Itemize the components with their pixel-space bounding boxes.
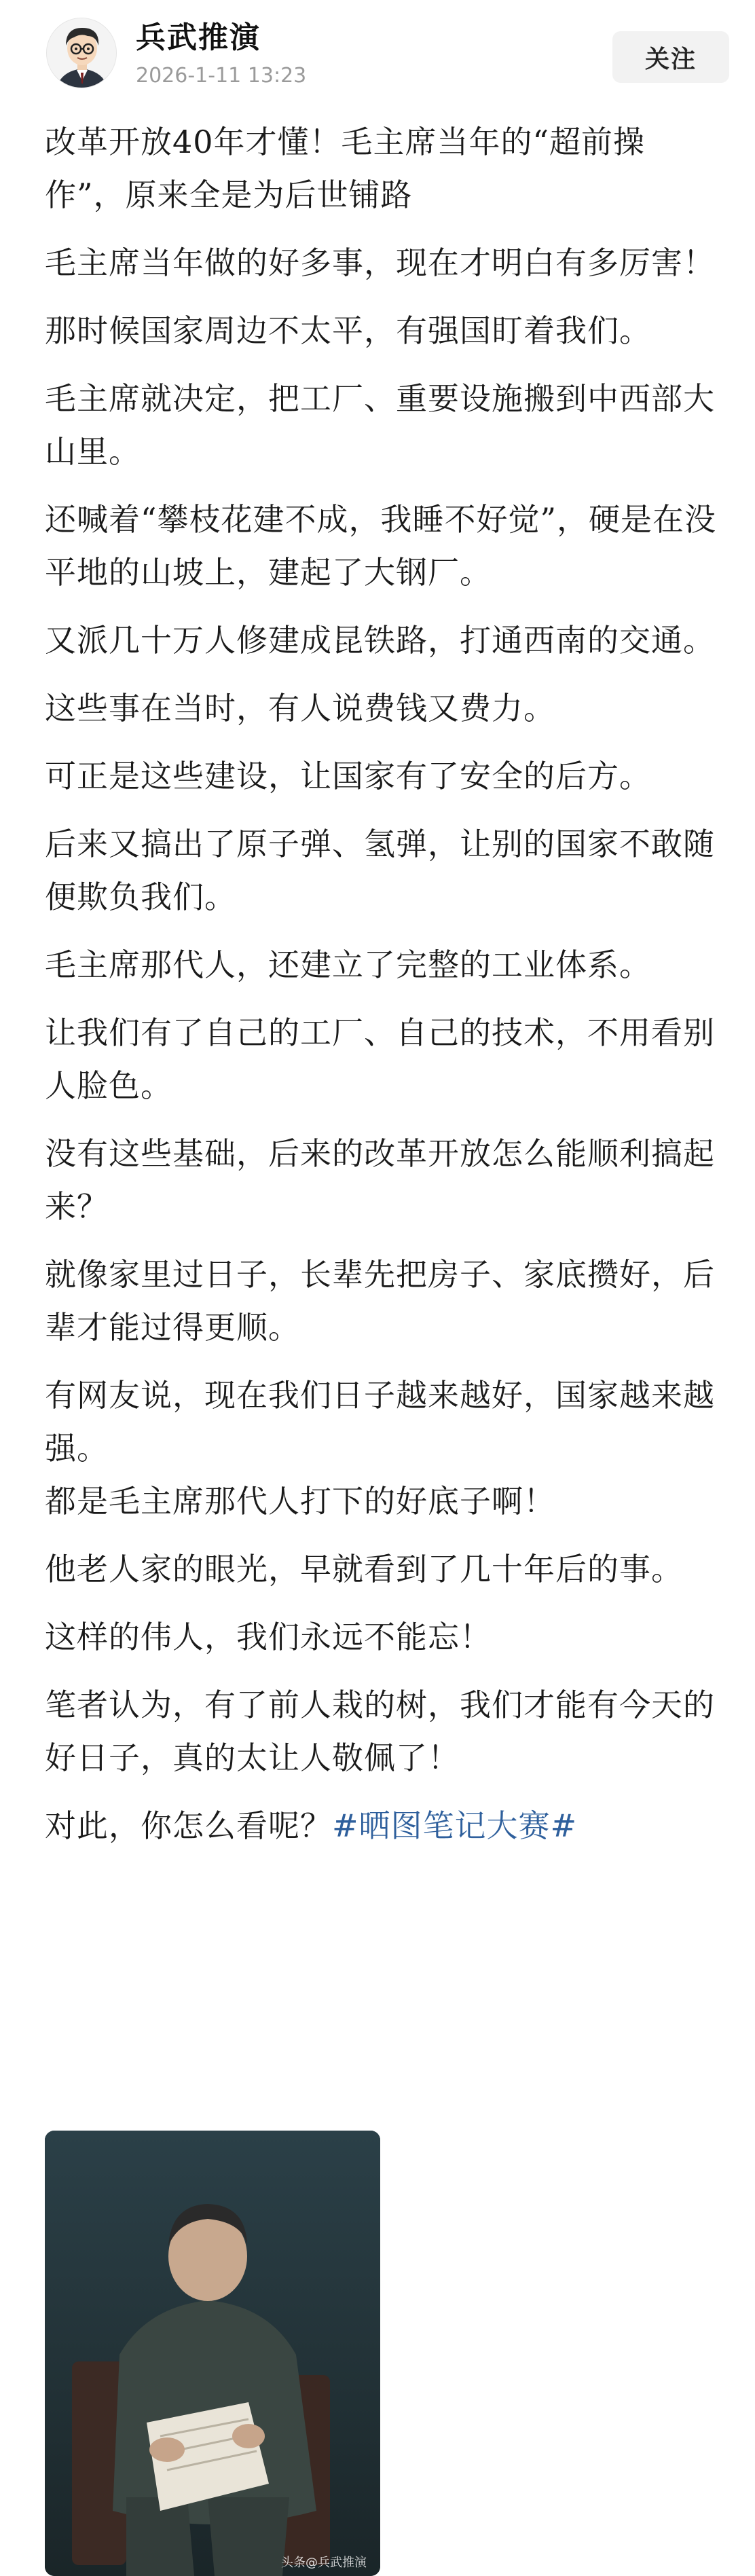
article-paragraph: 笔者认为，有了前人栽的树，我们才能有今天的好日子，真的太让人敬佩了！ — [45, 1687, 715, 1776]
photo-watermark: 头条@兵武推演 — [281, 2556, 367, 2570]
portrait-photo-image — [45, 2131, 380, 2576]
author-name[interactable]: 兵武推演 — [136, 20, 261, 55]
article-photo[interactable] — [45, 2131, 380, 2576]
article-paragraph: 又派几十万人修建成昆铁路，打通西南的交通。 — [45, 622, 715, 659]
article-closing-line — [45, 1799, 724, 1852]
article-paragraph: 毛主席当年做的好多事，现在才明白有多厉害！ — [45, 244, 715, 281]
article-paragraph: 后来又搞出了原子弹、氢弹，让别的国家不敢随便欺负我们。 — [45, 826, 715, 915]
article-paragraph: 毛主席那代人，还建立了完整的工业体系。 — [45, 946, 651, 983]
article-paragraph: 都是毛主席那代人打下的好底子啊！ — [45, 1483, 555, 1520]
hashtag-link[interactable]: #晒图笔记大赛# — [332, 1807, 578, 1844]
article-paragraph: 那时候国家周边不太平，有强国盯着我们。 — [45, 312, 651, 349]
author-avatar[interactable] — [46, 18, 117, 88]
follow-button[interactable]: 关注 — [612, 31, 729, 83]
article-paragraph: 毛主席就决定，把工厂、重要设施搬到中西部大山里。 — [45, 380, 715, 470]
article-paragraph: 有网友说，现在我们日子越来越好，国家越来越强。 — [45, 1377, 715, 1467]
article-paragraph: 还喊着“攀枝花建不成，我睡不好觉”，硬是在没平地的山坡上，建起了大钢厂。 — [45, 501, 717, 591]
cartoon-avatar-icon — [47, 18, 117, 88]
article-paragraph: 让我们有了自己的工厂、自己的技术，不用看别人脸色。 — [45, 1014, 715, 1104]
article-paragraph: 没有这些基础，后来的改革开放怎么能顺利搞起来？ — [45, 1135, 715, 1225]
closing-question: 对此，你怎么看呢？ — [45, 1807, 332, 1844]
article-body — [45, 115, 724, 1867]
article-paragraph: 他老人家的眼光，早就看到了几十年后的事。 — [45, 1551, 683, 1587]
article-paragraph: 可正是这些建设，让国家有了安全的后方。 — [45, 758, 651, 794]
post-header — [0, 0, 755, 102]
article-paragraph: 改革开放40年才懂！毛主席当年的“超前操作”，原来全是为后世铺路 — [45, 124, 646, 213]
article-paragraph: 这样的伟人，我们永远不能忘！ — [45, 1619, 492, 1655]
article-paragraph: 这些事在当时，有人说费钱又费力。 — [45, 690, 555, 726]
article-paragraph: 就像家里过日子，长辈先把房子、家底攒好，后辈才能过得更顺。 — [45, 1256, 715, 1346]
post-timestamp: 2026-1-11 13:23 — [136, 64, 307, 88]
